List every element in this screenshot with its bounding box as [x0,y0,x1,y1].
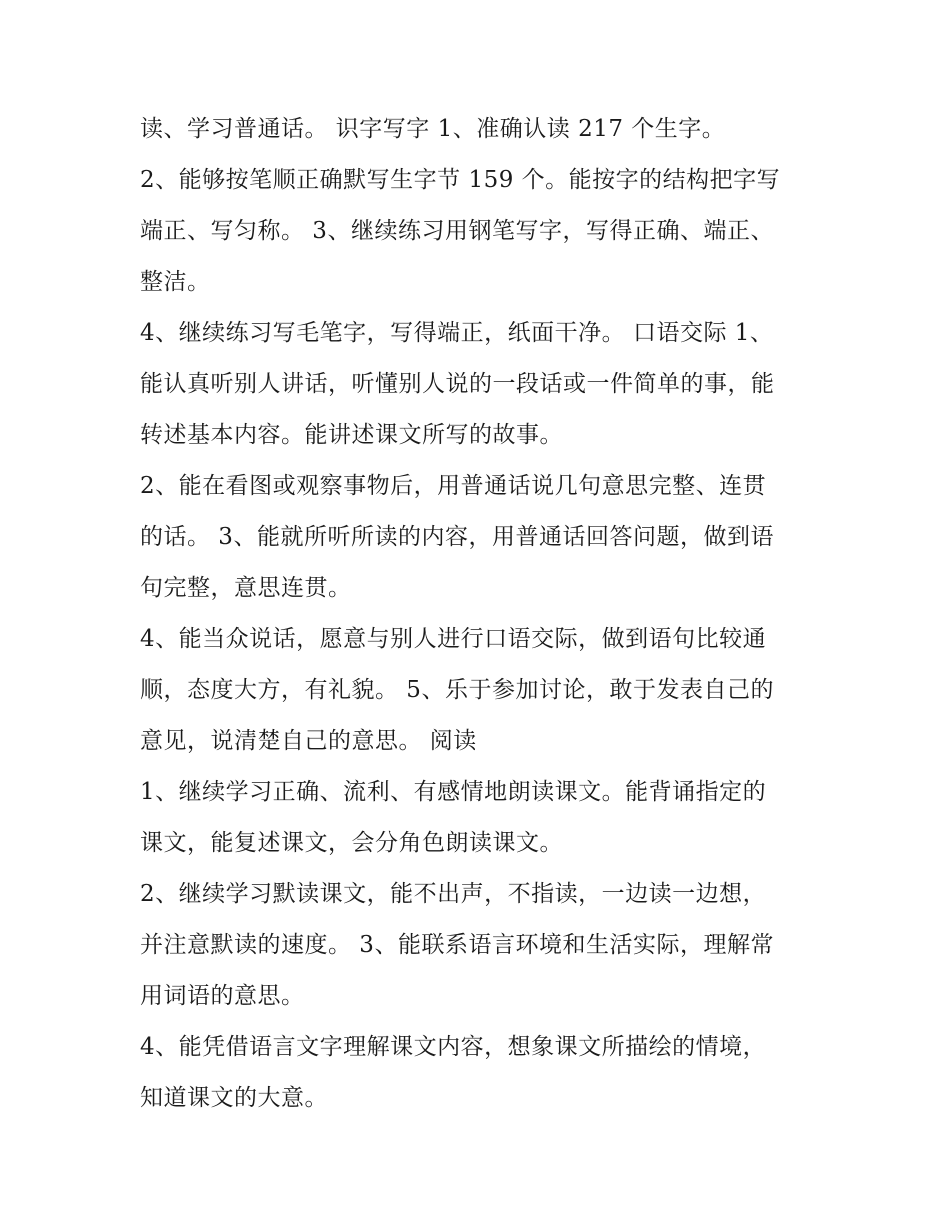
text-line: 意见，说清楚自己的意思。 阅读 [140,728,477,754]
text-line: 知道课文的大意。 [140,1085,328,1111]
text-line: 1、继续学习正确、流利、有感情地朗读课文。能背诵指定的 [140,779,767,805]
text-line: 顺，态度大方，有礼貌。 5、乐于参加讨论，敢于发表自己的 [140,677,774,703]
document-body [140,104,820,1124]
text-line: 4、能当众说话，愿意与别人进行口语交际，做到语句比较通 [140,626,767,652]
text-line: 读、学习普通话。 识字写字 1、准确认读 217 个生字。 [140,116,726,142]
text-line: 端正、写匀称。 3、继续练习用钢笔写字，写得正确、端正、 [140,218,774,244]
text-line: 课文，能复述课文，会分角色朗读课文。 [140,830,563,856]
text-line: 转述基本内容。能讲述课文所写的故事。 [140,422,563,448]
text-line: 句完整，意思连贯。 [140,575,352,601]
text-line: 并注意默读的速度。 3、能联系语言环境和生活实际，理解常 [140,932,774,958]
text-line: 用词语的意思。 [140,983,305,1009]
text-line: 2、能在看图或观察事物后，用普通话说几句意思完整、连贯 [140,473,767,499]
text-line: 整洁。 [140,269,211,295]
text-line: 的话。 3、能就所听所读的内容，用普通话回答问题，做到语 [140,524,774,550]
text-line: 能认真听别人讲话，听懂别人说的一段话或一件简单的事，能 [140,371,775,397]
text-line: 4、继续练习写毛笔字，写得端正，纸面干净。 口语交际 1、 [140,320,774,346]
text-line: 2、能够按笔顺正确默写生字节 159 个。能按字的结构把字写 [140,167,781,193]
text-line: 4、能凭借语言文字理解课文内容，想象课文所描绘的情境， [140,1034,767,1060]
text-line: 2、继续学习默读课文，能不出声，不指读，一边读一边想， [140,881,767,907]
